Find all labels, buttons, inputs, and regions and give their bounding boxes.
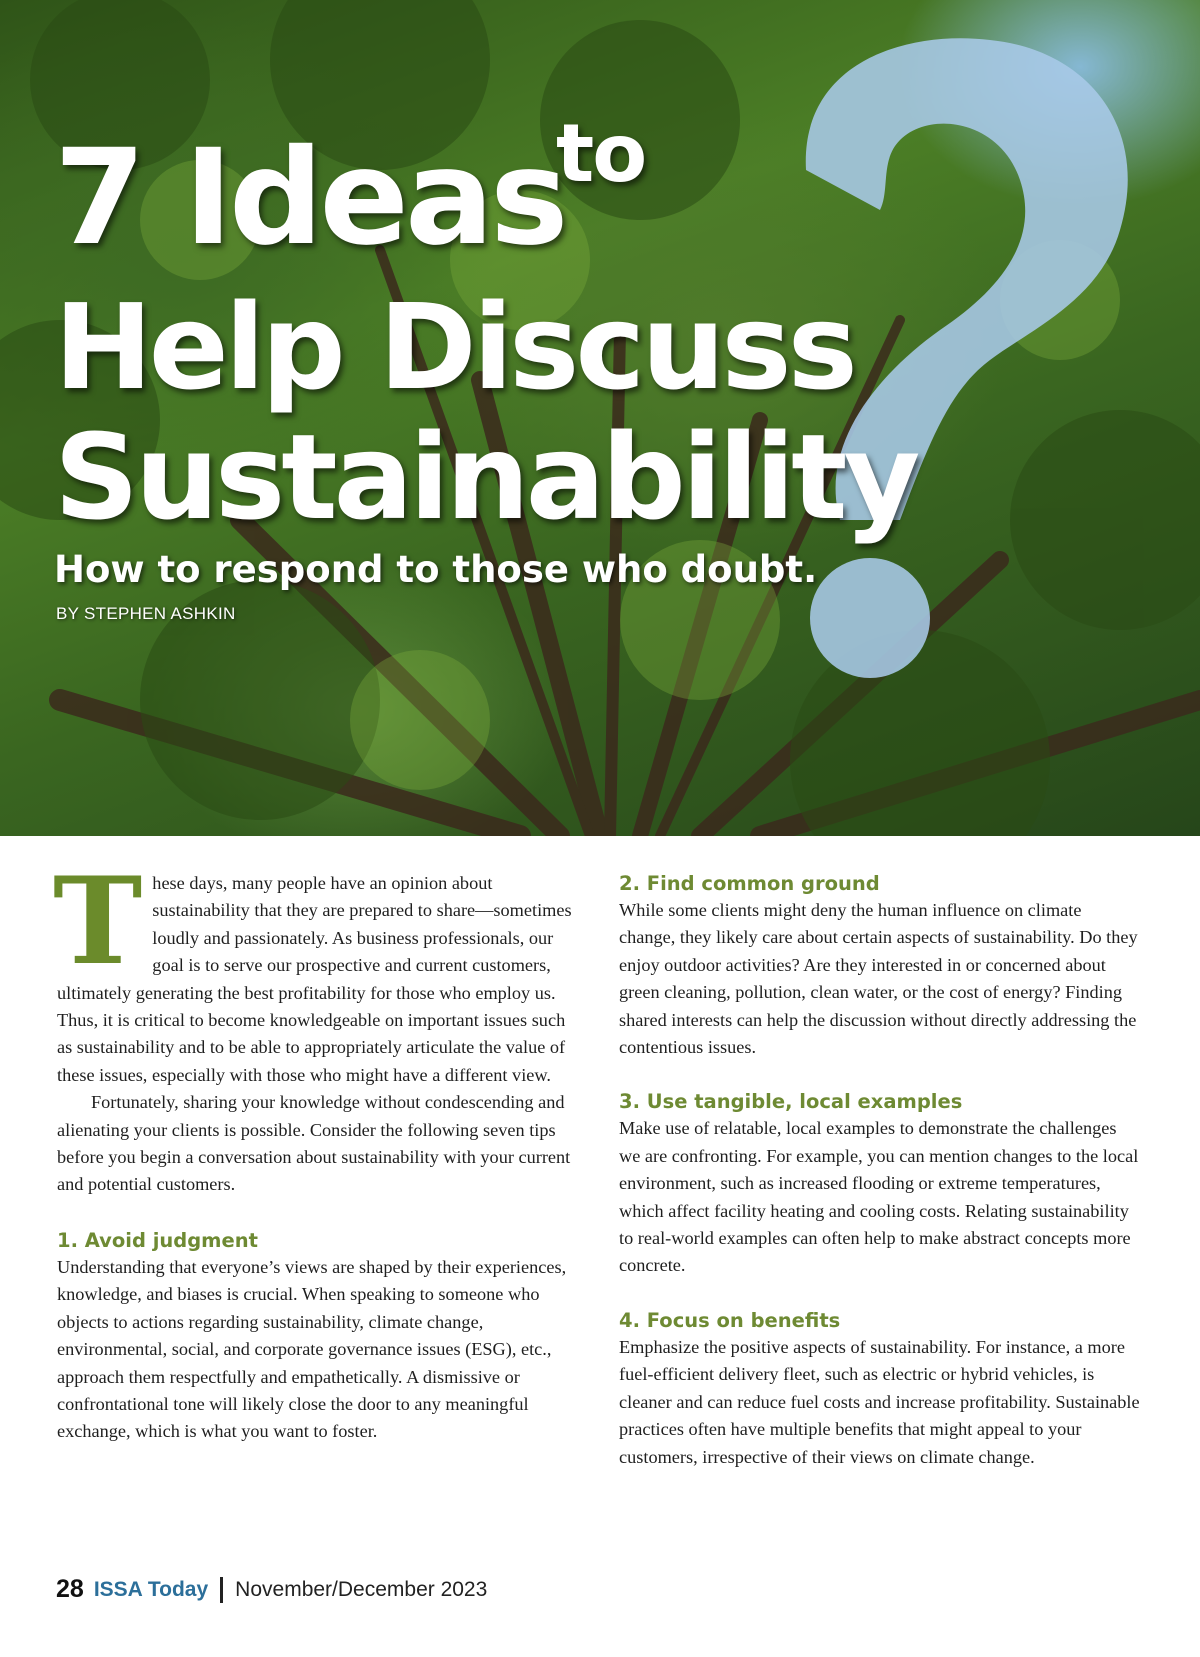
article-column-left <box>53 851 579 1446</box>
section-heading-local-examples: 3. Use tangible, local examples <box>619 1090 963 1114</box>
drop-cap: T <box>53 851 143 992</box>
issue-date: November/December 2023 <box>235 1577 488 1601</box>
article-column-right <box>619 870 1141 1471</box>
magazine-name: ISSA Today <box>93 1577 209 1601</box>
page-footer <box>56 1575 487 1604</box>
headline-to: to <box>556 107 646 200</box>
section-heading-avoid-judgment: 1. Avoid judgment <box>57 1228 258 1252</box>
footer-divider <box>220 1577 223 1603</box>
section-body-avoid-judgment: Understanding that everyone’s views are shaped by their experiences, knowledge, and biases is crucial. When speaking to someone who objects to actions regarding sustainability, climate change, environmental, social, and corporate governance issues (ESG), etc., approach them respectfully and empathetically. A dismissive or confrontational tone will likely close the door to any meaningful exchange, which is what you want to foster. <box>57 1256 567 1442</box>
headline-line-2: Help Discuss <box>54 278 854 416</box>
section-heading-common-ground: 2. Find common ground <box>619 872 880 895</box>
headline-line-1 <box>54 107 646 275</box>
deck-subtitle: How to respond to those who doubt. <box>54 548 818 591</box>
headline-line-3: Sustainability <box>54 408 917 546</box>
section-body-common-ground: While some clients might deny the human influence on climate change, they likely care about certain aspects of sustainability. Do they enjoy outdoor activities? Are they interested in or concerned about green cleaning, pollution, clean water, or the cost of energy? Finding shared interests can help the discussion without directly addressing the contentious issues. <box>619 900 1138 1058</box>
intro-paragraph-1 <box>53 851 579 1089</box>
section-heading-focus-benefits: 4. Focus on benefits <box>619 1308 841 1332</box>
headline-ideas: 7 Ideas <box>54 121 565 275</box>
section-body-focus-benefits: Emphasize the positive aspects of sustainability. For instance, a more fuel-efficient delivery fleet, such as electric or hybrid vehicles, is cleaner and can reduce fuel costs and increase profitability. Sustainable practices often have multiple benefits that might appeal to your customers, irrespective of their views on climate change. <box>619 1336 1140 1467</box>
page-number: 28 <box>56 1575 84 1603</box>
intro-paragraph-1-text: hese days, many people have an opinion about sustainability that they are prepared to share—sometimes loudly and passionately. As business professionals, our goal is to serve our prospective and current customers, ultimately generating the best profitability for those who employ us. Thus, it is critical to become knowledgeable on important issues such as sustainability and to be able to appropriately articulate the value of these issues, especially with those who might have a different view. <box>57 873 572 1085</box>
section-body-local-examples: Make use of relatable, local examples to demonstrate the challenges we are confronting. For example, you can mention changes to the local environment, such as increased flooding or extreme temperatures, which affect facility heating and cooling costs. Relating sustainability to real-world examples can often help to make abstract concepts more concrete. <box>619 1118 1139 1276</box>
byline: BY STEPHEN ASHKIN <box>56 604 236 623</box>
intro-paragraph-2: Fortunately, sharing your knowledge without condescending and alienating your clients is possible. Consider the following seven tips before you begin a conversation about sustainability with your current and potential customers. <box>57 1092 571 1195</box>
